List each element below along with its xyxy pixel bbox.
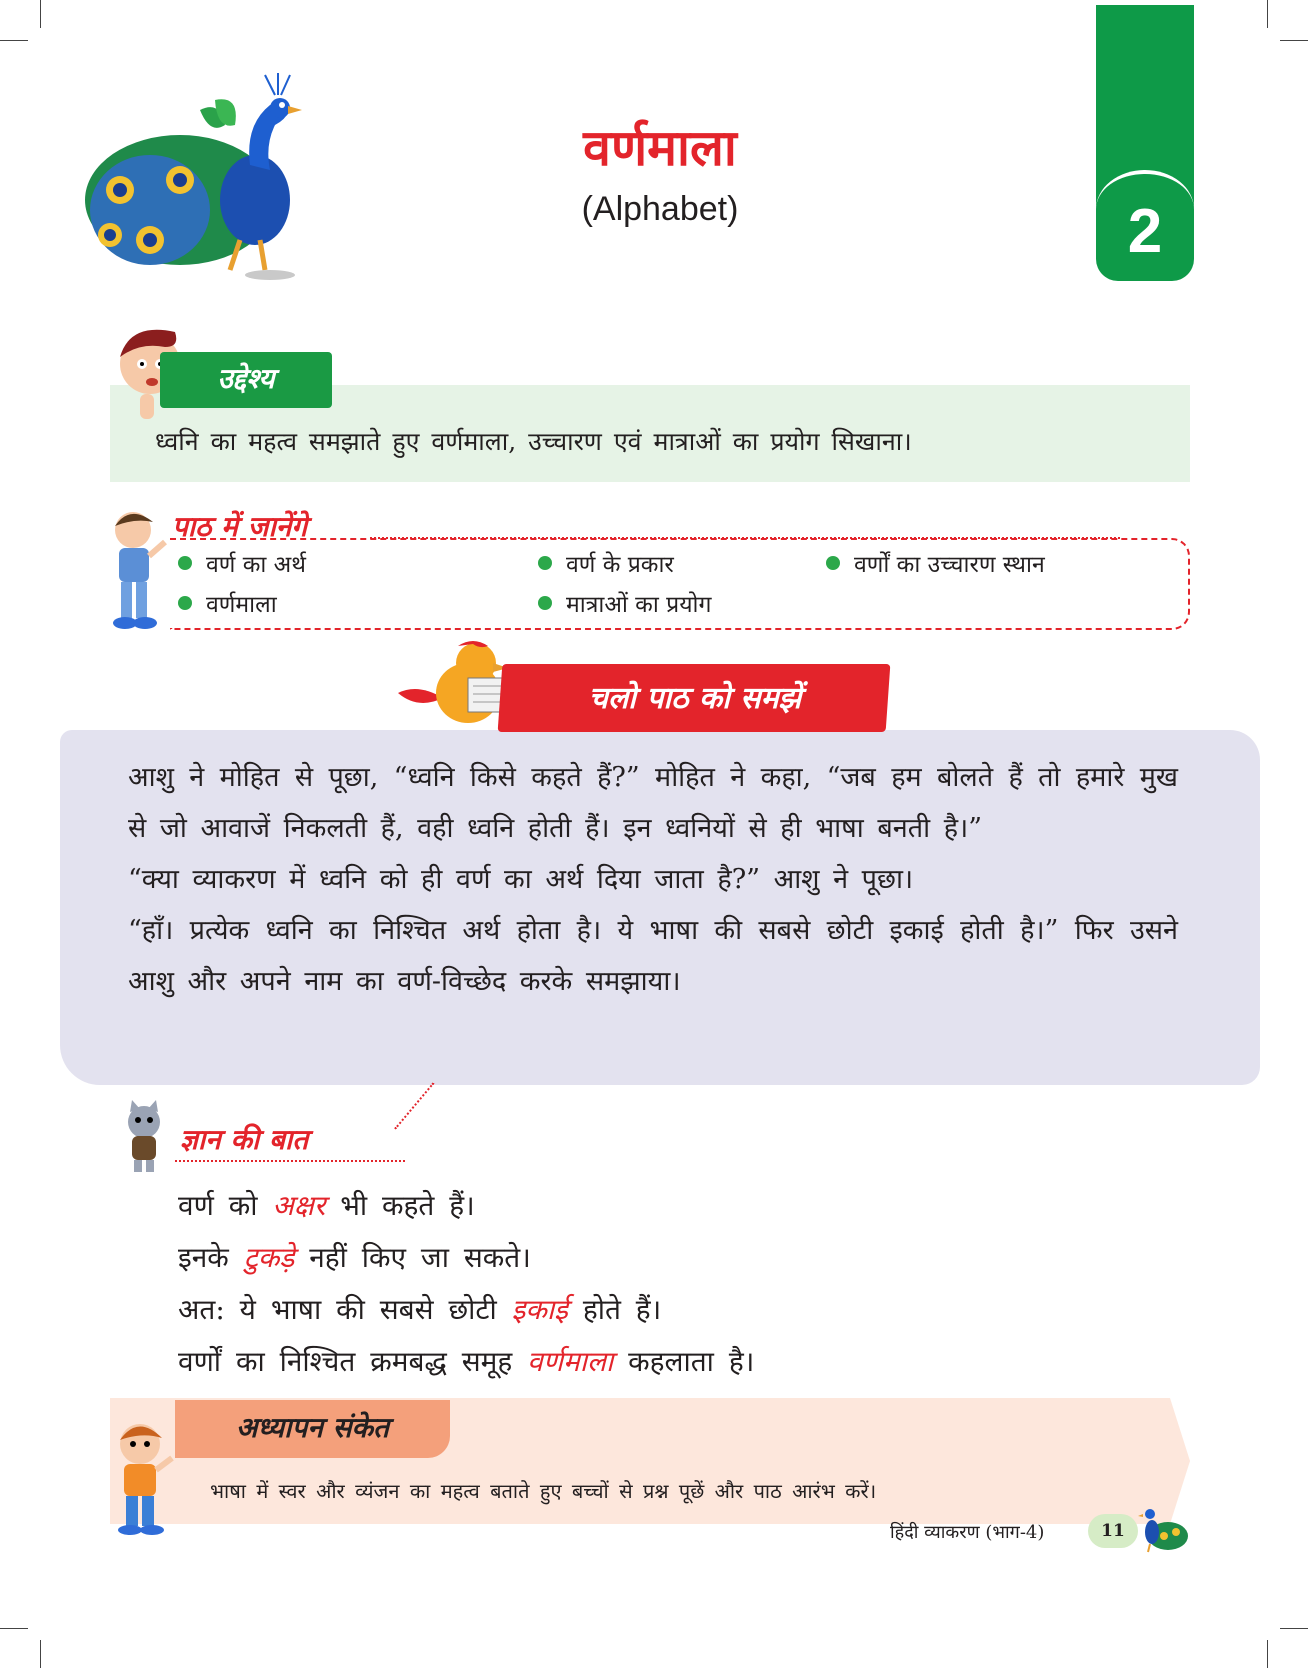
boy-pointing-illustration (105, 508, 167, 633)
section-banner-label: चलो पाठ को समझें (588, 681, 802, 716)
chapter-number: 2 (1127, 197, 1163, 266)
page-number: 11 (1088, 1514, 1138, 1548)
story-paragraph: आशु ने मोहित से पूछा, “ध्वनि किसे कहते हैं?” मोहित ने कहा, “जब हम बोलते हैं तो हमारे मुख से जो आवाजें निकलती हैं, वही ध्वनि होती हैं। इन ध्वनियों से ही भाषा बनती है।” (128, 762, 1178, 844)
teaching-hint-text: भाषा में स्वर और व्यंजन का महत्व बताते हुए बच्चों से प्रश्न पूछें और पाठ आरंभ करें। (210, 1479, 877, 1503)
highlight-term: टुकड़े (243, 1241, 295, 1274)
list-item: वर्ण का अर्थ (178, 547, 306, 579)
page-subtitle: (Alphabet) (581, 190, 739, 228)
bullet-icon (826, 556, 840, 570)
highlight-term: अक्षर (272, 1189, 326, 1222)
bullet-icon (178, 556, 192, 570)
highlight-term: इकाई (511, 1293, 568, 1326)
knowledge-line: वर्ण को अक्षर भी कहते हैं। (178, 1189, 475, 1222)
crop-mark (0, 40, 28, 41)
crop-mark (1267, 0, 1268, 28)
highlight-term: वर्णमाला (527, 1345, 614, 1378)
knowledge-list (178, 1180, 754, 1388)
knowledge-divider (394, 1082, 434, 1129)
list-item: वर्णों का उच्चारण स्थान (826, 547, 1045, 579)
story-paragraph: “हाँ। प्रत्येक ध्वनि का निश्चित अर्थ होता है। ये भाषा की सबसे छोटी इकाई होती है।” फिर उसने आशु और अपने नाम का वर्ण-विच्छेद करके समझाया। (128, 915, 1178, 997)
page-title: वर्णमाला (583, 118, 737, 177)
list-item: वर्ण के प्रकार (538, 547, 674, 579)
list-item: मात्राओं का प्रयोग (538, 587, 711, 619)
crop-mark (1280, 1628, 1308, 1629)
crop-mark (1280, 40, 1308, 41)
teaching-hint-label: अध्यापन संकेत (175, 1400, 450, 1458)
cat-illustration (112, 1100, 177, 1175)
crop-mark (1267, 1640, 1268, 1668)
objective-label: उद्देश्य (160, 352, 332, 408)
bullet-icon (538, 596, 552, 610)
list-item: वर्णमाला (178, 587, 277, 619)
crop-mark (40, 1640, 41, 1668)
story-paragraph: “क्या व्याकरण में ध्वनि को ही वर्ण का अर्थ दिया जाता है?” आशु ने पूछा। (128, 864, 914, 895)
knowledge-line: अत: ये भाषा की सबसे छोटी इकाई होते हैं। (178, 1293, 662, 1326)
crop-mark (40, 0, 41, 28)
bullet-icon (178, 596, 192, 610)
story-text (128, 752, 1178, 1007)
bullet-icon (538, 556, 552, 570)
knowledge-underline (175, 1160, 405, 1162)
topics-label: पाठ में जानेंगे (172, 510, 307, 543)
knowledge-line: इनके टुकड़े नहीं किए जा सकते। (178, 1241, 531, 1274)
peacock-illustration (80, 70, 340, 285)
boy-waving-illustration (108, 1418, 176, 1536)
knowledge-line: वर्णों का निश्चित क्रमबद्ध समूह वर्णमाला कहलाता है। (178, 1345, 755, 1378)
footer-book-title: हिंदी व्याकरण (भाग-4) (890, 1522, 1045, 1543)
objective-text: ध्वनि का महत्व समझाते हुए वर्णमाला, उच्चारण एवं मात्राओं का प्रयोग सिखाना। (155, 427, 912, 456)
knowledge-label: ज्ञान की बात (180, 1123, 309, 1156)
small-peacock-icon (1138, 1502, 1190, 1554)
crop-mark (0, 1628, 28, 1629)
